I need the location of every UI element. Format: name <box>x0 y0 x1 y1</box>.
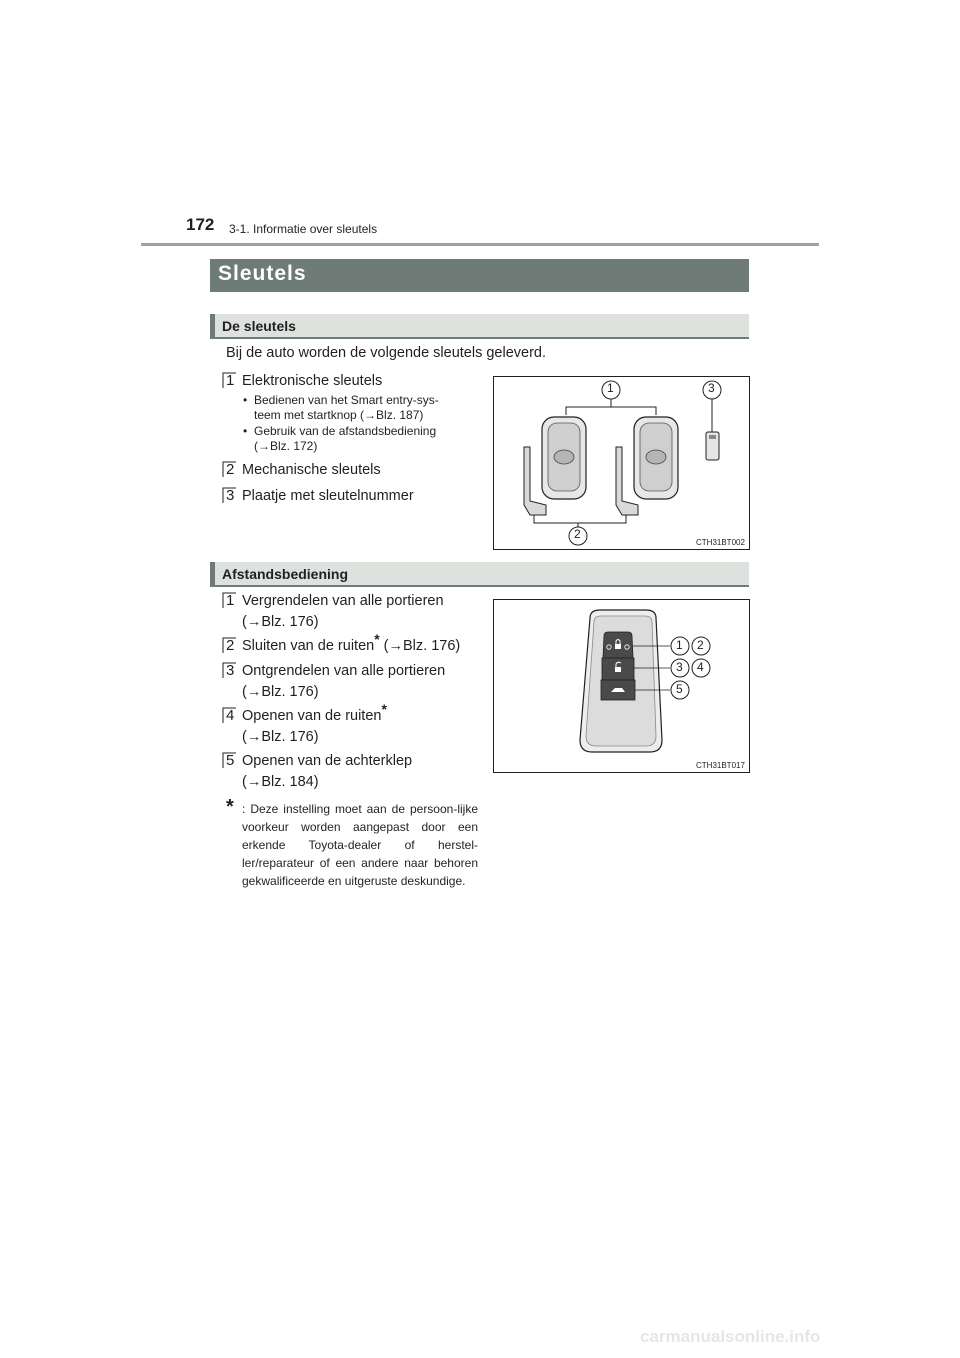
callout-2: 2 <box>574 527 581 541</box>
item-mechanical-keys: Mechanische sleutels <box>242 462 381 478</box>
watermark: carmanualsonline.info <box>640 1327 821 1346</box>
bullet-item: • Gebruik van de afstandsbediening (→Blz. 172) <box>243 424 437 453</box>
item-lock-doors: Vergrendelen van alle portieren (→Blz. 176) <box>242 593 444 630</box>
item-open-tailgate: Openen van de achterklep (→Blz. 184) <box>242 753 413 790</box>
header-rule <box>141 243 819 246</box>
callout-5: 5 <box>676 682 683 696</box>
item-number: 3 <box>222 487 237 503</box>
item-close-windows: Sluiten van de ruiten* (→Blz. 176) <box>242 631 461 654</box>
callout-4: 4 <box>697 660 704 674</box>
callout-3: 3 <box>676 660 683 674</box>
figure-code: CTH31BT002 <box>696 538 745 547</box>
item-number: 2 <box>222 637 237 653</box>
page-number: 172 <box>186 215 215 234</box>
item-key-number-plate: Plaatje met sleutelnummer <box>242 488 414 504</box>
section-heading-keys <box>210 314 749 339</box>
footnote <box>226 796 478 890</box>
remote-illustration <box>493 599 750 773</box>
heading-marker <box>210 562 215 585</box>
footnote-text: : Deze instelling moet aan de persoon-lijke voorkeur worden aangepast door een erkende Toyota-dealer of herstel-ler/reparateur of een andere naar behoren gekwalificeerde en uitgeruste deskundige. <box>242 802 478 888</box>
item-number: 3 <box>222 662 237 678</box>
item-number: 1 <box>222 592 237 608</box>
item-number: 2 <box>222 461 237 477</box>
item-unlock-doors: Ontgrendelen van alle portieren (→Blz. 176) <box>242 663 446 700</box>
heading-marker <box>210 314 215 337</box>
section-heading-remote <box>210 562 749 587</box>
callout-2: 2 <box>697 638 704 652</box>
item-number: 5 <box>222 752 237 768</box>
callout-1: 1 <box>607 381 614 395</box>
item-number: 1 <box>222 372 237 388</box>
intro-text: Bij de auto worden de volgende sleutels geleverd. <box>226 345 547 361</box>
section-heading-label: De sleutels <box>222 318 296 334</box>
section-heading-label: Afstandsbediening <box>222 566 349 582</box>
item-electronic-keys: Elektronische sleutels <box>242 373 383 389</box>
callout-3: 3 <box>708 381 715 395</box>
item-open-windows: Openen van de ruiten* (→Blz. 176) <box>242 701 387 745</box>
section-reference: 3-1. Informatie over sleutels <box>229 222 378 236</box>
keys-illustration <box>493 376 750 550</box>
page-title: Sleutels <box>218 262 307 285</box>
bullet-item: • Bedienen van het Smart entry-sys- teem met startknop (→Blz. 187) <box>243 393 439 422</box>
item-number: 4 <box>222 707 237 723</box>
footnote-star: * <box>226 796 234 818</box>
title-bar <box>210 259 749 292</box>
callout-1: 1 <box>676 638 683 652</box>
figure-code: CTH31BT017 <box>696 761 745 770</box>
